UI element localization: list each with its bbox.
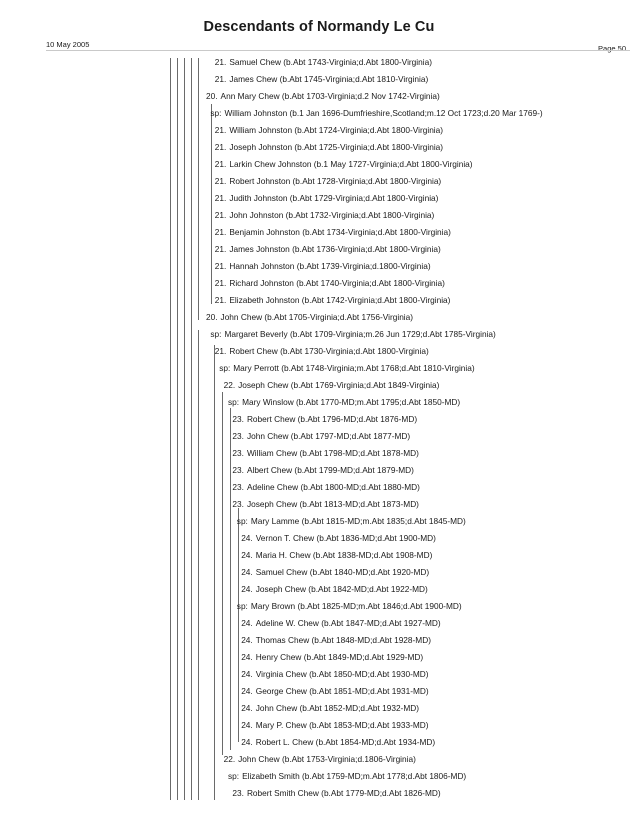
tree-connector-line xyxy=(198,330,199,800)
generation-number: 21. xyxy=(214,74,227,84)
generation-number: 22. xyxy=(223,380,236,390)
person-details: Elizabeth Johnston (b.Abt 1742-Virginia;d.Abt 1800-Virginia) xyxy=(229,295,451,305)
descendant-entry xyxy=(241,547,432,564)
person-details: Virginia Chew (b.Abt 1850-MD;d.Abt 1930-MD) xyxy=(255,669,429,679)
generation-number: 21. xyxy=(214,278,227,288)
descendant-entry xyxy=(215,71,428,88)
descendant-entry xyxy=(241,666,428,683)
spouse-entry xyxy=(237,513,466,530)
descendant-entry xyxy=(206,309,413,326)
person-details: Ann Mary Chew (b.Abt 1703-Virginia;d.2 Nov 1742-Virginia) xyxy=(220,91,440,101)
descendant-entry xyxy=(215,173,441,190)
generation-number: 24. xyxy=(241,669,253,679)
generation-number: 20. xyxy=(206,91,218,101)
person-details: Vernon T. Chew (b.Abt 1836-MD;d.Abt 1900-MD) xyxy=(255,533,436,543)
tree-connector-line xyxy=(211,104,212,304)
descendant-entry xyxy=(232,462,413,479)
generation-number: 23. xyxy=(232,431,244,441)
person-details: James Johnston (b.Abt 1736-Virginia;d.Abt 1800-Virginia) xyxy=(229,244,441,254)
descendant-entry xyxy=(215,207,435,224)
descendant-entry xyxy=(232,479,419,496)
generation-number: sp: xyxy=(236,516,248,526)
generation-number: 24. xyxy=(241,584,253,594)
person-details: John Chew (b.Abt 1705-Virginia;d.Abt 1756-Virginia) xyxy=(220,312,414,322)
person-details: Joseph Chew (b.Abt 1769-Virginia;d.Abt 1849-Virginia) xyxy=(238,380,440,390)
person-details: Joseph Chew (b.Abt 1813-MD;d.Abt 1873-MD) xyxy=(246,499,419,509)
person-details: Mary Winslow (b.Abt 1770-MD;m.Abt 1795;d.Abt 1850-MD) xyxy=(242,397,461,407)
descendant-entry xyxy=(215,122,443,139)
generation-number: 23. xyxy=(232,482,244,492)
generation-number: sp: xyxy=(210,329,222,339)
descendant-entry xyxy=(215,258,431,275)
person-details: Robert Chew (b.Abt 1796-MD;d.Abt 1876-MD) xyxy=(246,414,418,424)
tree-connector-line xyxy=(222,392,223,755)
generation-number: 21. xyxy=(214,227,227,237)
descendant-entry xyxy=(232,428,410,445)
descendant-entry xyxy=(215,156,473,173)
spouse-entry xyxy=(228,394,460,411)
generation-number: 21. xyxy=(214,176,227,186)
generation-number: sp: xyxy=(210,108,222,118)
spouse-entry xyxy=(228,768,466,785)
generation-number: 24. xyxy=(241,618,253,628)
tree-connector-line xyxy=(198,58,199,320)
descendant-entry xyxy=(232,785,440,802)
person-details: Albert Chew (b.Abt 1799-MD;d.Abt 1879-MD) xyxy=(246,465,414,475)
generation-number: 23. xyxy=(232,448,244,458)
person-details: Samuel Chew (b.Abt 1743-Virginia;d.Abt 1800-Virginia) xyxy=(229,57,432,67)
person-details: Mary Lamme (b.Abt 1815-MD;m.Abt 1835;d.Abt 1845-MD) xyxy=(250,516,466,526)
person-details: Benjamin Johnston (b.Abt 1734-Virginia;d.Abt 1800-Virginia) xyxy=(229,227,451,237)
descendant-entry xyxy=(241,717,428,734)
person-details: Robert Johnston (b.Abt 1728-Virginia;d.Abt 1800-Virginia) xyxy=(229,176,442,186)
generation-number: 21. xyxy=(214,295,227,305)
page-number: Page 50 xyxy=(598,44,626,53)
person-details: William Johnston (b.1 Jan 1696-Dumfrieshire,Scotland;m.12 Oct 1723;d.20 Mar 1769-) xyxy=(224,108,543,118)
generation-number: 24. xyxy=(241,652,253,662)
generation-number: sp: xyxy=(228,771,240,781)
person-details: Hannah Johnston (b.Abt 1739-Virginia;d.1800-Virginia) xyxy=(229,261,431,271)
descendant-entry xyxy=(215,139,443,156)
descendant-entry xyxy=(241,530,436,547)
descendant-entry xyxy=(215,54,432,71)
person-details: Robert Smith Chew (b.Abt 1779-MD;d.Abt 1826-MD) xyxy=(246,788,441,798)
person-details: Richard Johnston (b.Abt 1740-Virginia;d.Abt 1800-Virginia) xyxy=(229,278,445,288)
generation-number: 21. xyxy=(214,193,227,203)
spouse-entry xyxy=(237,598,462,615)
person-details: Mary Brown (b.Abt 1825-MD;m.Abt 1846;d.Abt 1900-MD) xyxy=(250,601,462,611)
person-details: John Chew (b.Abt 1852-MD;d.Abt 1932-MD) xyxy=(255,703,419,713)
person-details: John Chew (b.Abt 1797-MD;d.Abt 1877-MD) xyxy=(246,431,411,441)
descendant-entry xyxy=(241,649,423,666)
person-details: Robert L. Chew (b.Abt 1854-MD;d.Abt 1934-MD) xyxy=(255,737,436,747)
person-details: James Chew (b.Abt 1745-Virginia;d.Abt 1810-Virginia) xyxy=(229,74,429,84)
document-title: Descendants of Normandy Le Cu xyxy=(203,19,435,35)
descendant-entry xyxy=(215,190,439,207)
descendant-entry xyxy=(224,751,416,768)
report-date: 10 May 2005 xyxy=(46,40,90,49)
spouse-entry xyxy=(210,105,542,122)
person-details: William Johnston (b.Abt 1724-Virginia;d.Abt 1800-Virginia) xyxy=(229,125,444,135)
generation-number: 21. xyxy=(214,125,227,135)
person-details: George Chew (b.Abt 1851-MD;d.Abt 1931-MD) xyxy=(255,686,429,696)
person-details: Mary P. Chew (b.Abt 1853-MD;d.Abt 1933-MD) xyxy=(255,720,429,730)
generation-number: 23. xyxy=(232,465,244,475)
descendant-entry xyxy=(215,275,445,292)
descendant-entry xyxy=(241,683,428,700)
generation-number: 21. xyxy=(214,142,227,152)
generation-number: 24. xyxy=(241,567,253,577)
generation-number: 24. xyxy=(241,686,253,696)
tree-connector-line xyxy=(170,58,171,800)
generation-number: 20. xyxy=(206,312,218,322)
generation-number: 21. xyxy=(214,57,227,67)
descendant-entry xyxy=(241,632,431,649)
descendant-entry xyxy=(232,445,419,462)
generation-number: 21. xyxy=(214,210,227,220)
generation-number: 22. xyxy=(223,754,236,764)
generation-number: 24. xyxy=(241,550,253,560)
descendant-entry xyxy=(241,564,429,581)
person-details: Robert Chew (b.Abt 1730-Virginia;d.Abt 1800-Virginia) xyxy=(229,346,429,356)
person-details: John Chew (b.Abt 1753-Virginia;d.1806-Virginia) xyxy=(238,754,416,764)
tree-connector-line xyxy=(238,508,239,742)
person-details: Maria H. Chew (b.Abt 1838-MD;d.Abt 1908-MD) xyxy=(255,550,433,560)
person-details: Joseph Chew (b.Abt 1842-MD;d.Abt 1922-MD) xyxy=(255,584,428,594)
generation-number: 21. xyxy=(214,159,227,169)
person-details: Joseph Johnston (b.Abt 1725-Virginia;d.Abt 1800-Virginia) xyxy=(229,142,444,152)
tree-connector-line xyxy=(214,345,215,800)
descendant-entry xyxy=(241,581,428,598)
generation-number: 24. xyxy=(241,703,253,713)
tree-connector-line xyxy=(191,58,192,800)
generation-number: 23. xyxy=(232,499,244,509)
person-details: Mary Perrott (b.Abt 1748-Virginia;m.Abt 1768;d.Abt 1810-Virginia) xyxy=(233,363,475,373)
descendant-entry xyxy=(241,615,440,632)
person-details: Margaret Beverly (b.Abt 1709-Virginia;m.26 Jun 1729;d.Abt 1785-Virginia) xyxy=(224,329,496,339)
person-details: Elizabeth Smith (b.Abt 1759-MD;m.Abt 1778;d.Abt 1806-MD) xyxy=(242,771,467,781)
descendant-entry xyxy=(215,224,451,241)
person-details: Judith Johnston (b.Abt 1729-Virginia;d.Abt 1800-Virginia) xyxy=(229,193,439,203)
spouse-entry xyxy=(219,360,474,377)
descendant-entry xyxy=(232,411,417,428)
spouse-entry xyxy=(210,326,495,343)
generation-number: sp: xyxy=(219,363,231,373)
generation-number: 24. xyxy=(241,635,253,645)
tree-connector-line xyxy=(184,58,185,800)
descendant-entry xyxy=(215,292,451,309)
person-details: William Chew (b.Abt 1798-MD;d.Abt 1878-MD) xyxy=(246,448,419,458)
tree-connector-line xyxy=(177,58,178,800)
descendant-entry xyxy=(224,377,440,394)
tree-connector-line xyxy=(230,408,231,750)
generation-number: 24. xyxy=(241,533,253,543)
person-details: Henry Chew (b.Abt 1849-MD;d.Abt 1929-MD) xyxy=(255,652,424,662)
generation-number: sp: xyxy=(228,397,240,407)
generation-number: 23. xyxy=(232,788,244,798)
descendant-entry xyxy=(206,88,440,105)
generation-number: 23. xyxy=(232,414,244,424)
person-details: Samuel Chew (b.Abt 1840-MD;d.Abt 1920-MD) xyxy=(255,567,430,577)
person-details: Thomas Chew (b.Abt 1848-MD;d.Abt 1928-MD) xyxy=(255,635,431,645)
generation-number: sp: xyxy=(236,601,248,611)
generation-number: 21. xyxy=(214,346,227,356)
person-details: Adeline Chew (b.Abt 1800-MD;d.Abt 1880-MD) xyxy=(246,482,420,492)
person-details: Adeline W. Chew (b.Abt 1847-MD;d.Abt 1927-MD) xyxy=(255,618,441,628)
generation-number: 24. xyxy=(241,720,253,730)
generation-number: 21. xyxy=(214,261,227,271)
descendant-entry xyxy=(215,343,429,360)
descendant-entry xyxy=(241,734,435,751)
generation-number: 24. xyxy=(241,737,253,747)
descendant-entry xyxy=(215,241,441,258)
person-details: John Johnston (b.Abt 1732-Virginia;d.Abt 1800-Virginia) xyxy=(229,210,435,220)
person-details: Larkin Chew Johnston (b.1 May 1727-Virginia;d.Abt 1800-Virginia) xyxy=(229,159,473,169)
generation-number: 21. xyxy=(214,244,227,254)
descendant-entry xyxy=(241,700,419,717)
descendant-entry xyxy=(232,496,419,513)
